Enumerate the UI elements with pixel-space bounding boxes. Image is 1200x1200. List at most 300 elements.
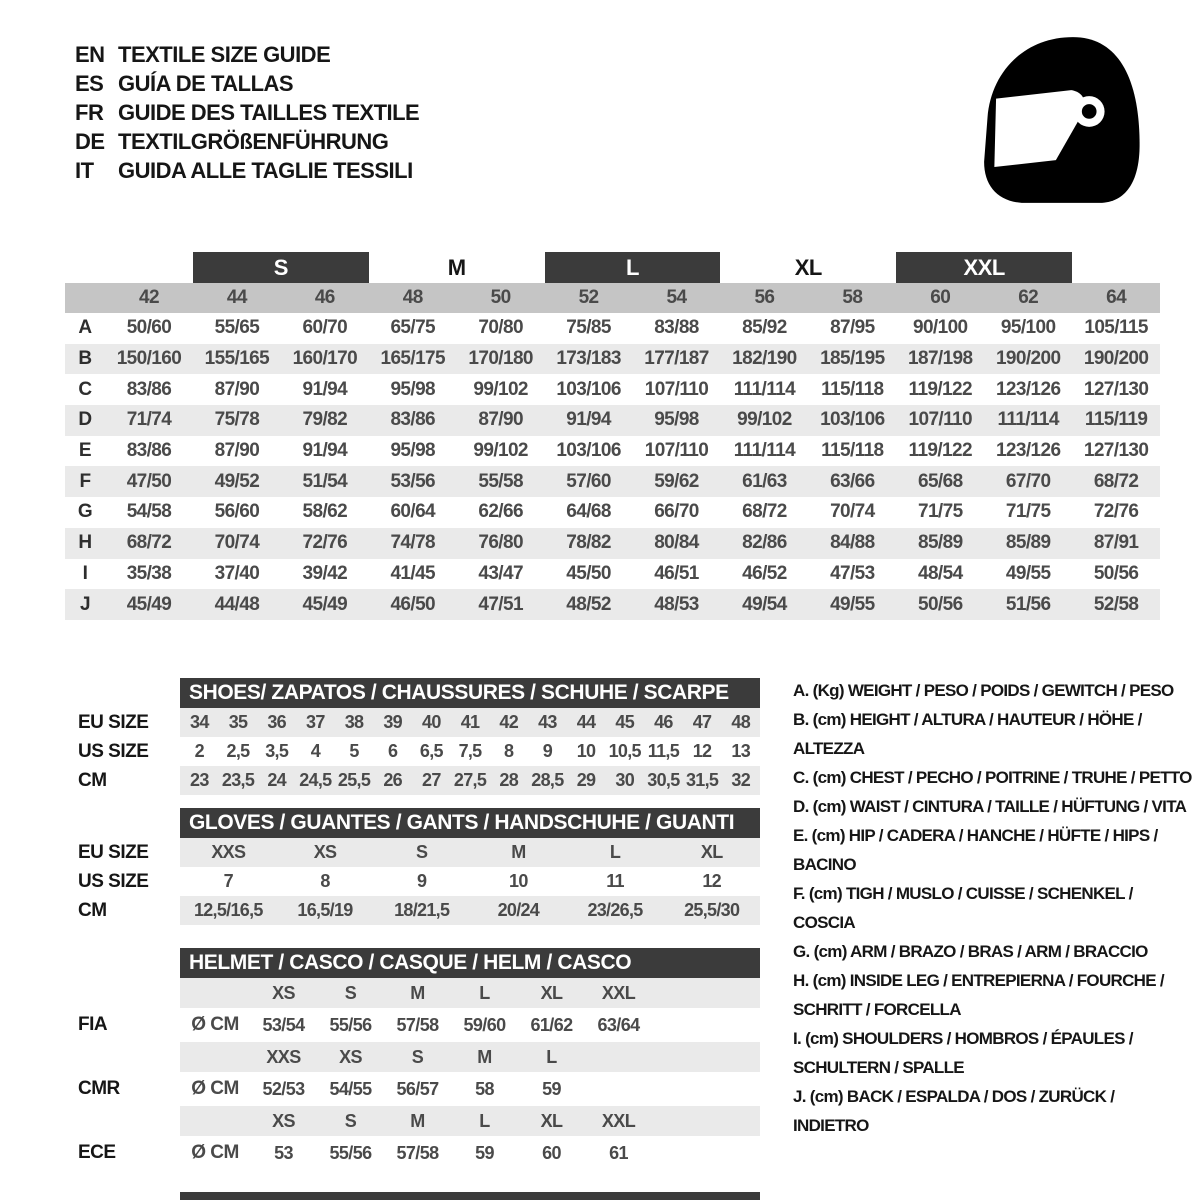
size-cell: 9	[417, 871, 427, 891]
language-title-label: GUÍA DE TALLAS	[118, 70, 294, 96]
size-cell: 7	[223, 871, 233, 891]
size-cell: 55/56	[329, 1142, 372, 1163]
language-code: IT	[75, 157, 94, 183]
size-cell: 7,5	[458, 741, 482, 761]
measure-cell: 65/68	[917, 470, 963, 492]
size-group-header-row	[65, 252, 1160, 283]
size-cell: 12	[702, 871, 721, 891]
diameter-cm-cell	[180, 1042, 250, 1072]
measure-cell: 71/74	[126, 409, 172, 431]
row-cells	[180, 1008, 760, 1042]
measure-cell: 49/55	[1005, 562, 1051, 584]
measure-cell: 54/58	[126, 501, 172, 523]
measure-cell: 72/76	[1093, 501, 1139, 523]
size-cell: S	[416, 842, 428, 862]
size-cell: 32	[731, 770, 751, 790]
measure-cell: 84/88	[830, 532, 875, 554]
measure-cell: 71/75	[917, 501, 963, 523]
measure-cell: 37/40	[214, 562, 260, 584]
size-group-s: S	[193, 252, 369, 283]
language-title-label: GUIDA ALLE TAGLIE TESSILI	[118, 157, 413, 183]
size-cell: 20/24	[497, 900, 540, 920]
size-cell: XXS	[266, 1046, 301, 1067]
row-label: FIA	[78, 1014, 108, 1035]
size-cell: 10	[576, 741, 596, 761]
measure-cell: 111/114	[997, 409, 1059, 431]
measure-cell: 95/98	[654, 409, 699, 431]
measure-cell: 160/170	[292, 348, 358, 370]
measure-cell: 61/63	[742, 470, 787, 492]
measure-cell: 155/165	[204, 348, 270, 370]
measure-cell: 83/86	[390, 409, 435, 431]
size-cell: 11,5	[647, 741, 680, 761]
measure-cell: 170/180	[468, 348, 533, 370]
measure-cell: 127/130	[1083, 378, 1149, 400]
size-number-row	[65, 283, 1160, 313]
filler	[652, 1106, 760, 1136]
measure-cell: 49/54	[742, 593, 787, 615]
legend-item: A. (Kg) WEIGHT / PESO / POIDS / GEWITCH / PESO	[793, 681, 1174, 700]
size-cell: 46	[654, 712, 673, 732]
size-cell: 42	[499, 712, 519, 732]
size-group-l: L	[545, 252, 721, 283]
size-cell: L	[546, 1046, 557, 1067]
row-label: CMR	[78, 1078, 120, 1099]
size-cell: 12	[692, 741, 712, 761]
language-code: ES	[75, 70, 104, 96]
measure-cell: 99/102	[737, 409, 792, 431]
measure-row-c	[65, 374, 1160, 405]
size-cell: 18/21,5	[394, 900, 450, 920]
language-title	[75, 127, 419, 156]
size-cell: 26	[383, 770, 402, 790]
size-cell: S	[411, 1046, 424, 1067]
measure-cell: 70/74	[830, 501, 875, 523]
measure-cell: 150/160	[116, 348, 182, 370]
size-cell: 45	[615, 712, 635, 732]
measure-cell: 39/42	[302, 562, 348, 584]
row-cells	[180, 896, 760, 925]
measure-cell: 74/78	[390, 532, 435, 554]
row-label	[60, 1106, 180, 1136]
size-cell: 59/60	[463, 1014, 506, 1035]
spacer	[60, 808, 180, 838]
size-cell: 56/57	[396, 1078, 439, 1099]
measure-cell: 48/54	[917, 562, 963, 584]
racing-helmet-icon	[975, 32, 1147, 208]
measure-letter: I	[82, 562, 88, 584]
size-cell: 36	[267, 712, 286, 732]
measure-cell: 47/51	[478, 593, 523, 615]
diameter-cm-cell	[180, 978, 250, 1008]
size-cell: 8	[320, 871, 330, 891]
size-cell: XS	[272, 1110, 295, 1131]
spacer	[60, 678, 180, 708]
measure-cell: 45/49	[302, 593, 348, 615]
row-label	[60, 978, 180, 1008]
size-cell: 39	[383, 712, 402, 732]
language-title	[75, 69, 419, 98]
helmet-row-fia	[60, 1008, 760, 1042]
size-number: 48	[402, 287, 423, 308]
row-label: CM	[78, 769, 107, 791]
gloves-section-title: GLOVES / GUANTES / GANTS / HANDSCHUHE / GUANTI	[180, 808, 760, 838]
measure-cell: 87/90	[478, 409, 523, 431]
size-cell: 23	[190, 770, 209, 790]
measure-cell: 41/45	[390, 562, 435, 584]
filler	[652, 1136, 760, 1170]
size-cell: 61/62	[530, 1014, 573, 1035]
size-number: 62	[1018, 287, 1039, 308]
measure-cell: 50/56	[917, 593, 963, 615]
size-cell: 28	[499, 770, 519, 790]
legend-item: I. (cm) SHOULDERS / HOMBROS / ÉPAULES / SCHULTERN / SPALLE	[793, 1029, 1133, 1077]
legend-item: C. (cm) CHEST / PECHO / POITRINE / TRUHE / PETTO	[793, 768, 1192, 787]
measure-cell: 85/89	[1005, 532, 1051, 554]
size-cell: L	[479, 982, 490, 1003]
measure-cell: 177/187	[644, 348, 709, 370]
measure-cell: 47/50	[126, 470, 172, 492]
size-cell: 10	[509, 871, 528, 891]
measure-cell: 63/66	[830, 470, 875, 492]
size-row	[60, 896, 760, 925]
measure-cell: 87/90	[214, 440, 260, 462]
measure-cell: 190/200	[1083, 348, 1149, 370]
size-cell: S	[344, 982, 357, 1003]
measure-cell: 95/100	[1000, 317, 1056, 339]
measure-row-j	[65, 589, 1160, 620]
size-cell: 60	[542, 1142, 561, 1163]
diameter-cm-cell	[180, 1106, 250, 1136]
row-cells	[180, 766, 760, 795]
language-title	[75, 156, 419, 185]
measure-cell: 95/98	[390, 378, 435, 400]
measure-cell: 119/122	[908, 440, 972, 462]
measure-cell: 67/70	[1005, 470, 1051, 492]
measure-cell: 83/86	[126, 378, 172, 400]
size-cell: 6	[388, 741, 398, 761]
measure-cell: 45/50	[566, 562, 611, 584]
size-cell: 54/55	[329, 1078, 372, 1099]
measure-cell: 55/58	[478, 470, 523, 492]
measure-cell: 48/53	[654, 593, 699, 615]
language-title-label: TEXTILE SIZE GUIDE	[118, 41, 331, 67]
measure-cell: 68/72	[126, 532, 172, 554]
size-cell: M	[511, 842, 526, 862]
helmet-size-section	[60, 948, 760, 1170]
helmet-section-title: HELMET / CASCO / CASQUE / HELM / CASCO	[180, 948, 760, 978]
measure-cell: 182/190	[732, 348, 797, 370]
size-cell: 57/58	[396, 1014, 439, 1035]
measure-cell: 65/75	[390, 317, 435, 339]
size-number: 56	[754, 287, 775, 308]
size-cell: 28,5	[531, 770, 564, 790]
language-code: EN	[75, 41, 105, 67]
size-group-xxl: XXL	[896, 252, 1072, 283]
measure-cell: 50/60	[126, 317, 172, 339]
measure-cell: 111/114	[733, 378, 796, 400]
size-number: 44	[226, 287, 247, 308]
size-cell: 27	[422, 770, 441, 790]
size-row	[60, 838, 760, 867]
row-label: EU SIZE	[78, 711, 149, 733]
legend-item: F. (cm) TIGH / MUSLO / CUISSE / SCHENKEL / COSCIA	[793, 884, 1133, 932]
filler	[652, 1008, 760, 1042]
gloves-size-section	[60, 808, 760, 925]
size-cell: XL	[540, 1110, 563, 1131]
measure-cell: 95/98	[390, 440, 435, 462]
size-cell: XXL	[601, 1110, 636, 1131]
measure-cell: 115/119	[1084, 409, 1148, 431]
measure-cell: 91/94	[302, 440, 348, 462]
measure-cell: 70/74	[214, 532, 260, 554]
measure-cell: 55/65	[214, 317, 260, 339]
row-label: US SIZE	[78, 870, 149, 892]
shoes-header-row	[60, 678, 760, 708]
measure-cell: 99/102	[473, 440, 528, 462]
size-cell: 38	[344, 712, 364, 732]
size-cell: 35	[228, 712, 248, 732]
language-title-list	[75, 40, 419, 185]
measure-cell: 85/89	[917, 532, 963, 554]
measure-letter: E	[78, 440, 92, 462]
measure-cell: 52/58	[1093, 593, 1139, 615]
measure-cell: 173/183	[556, 348, 621, 370]
language-title-label: TEXTILGRÖßENFÜHRUNG	[118, 128, 389, 154]
helmet-size-row	[60, 978, 760, 1008]
size-cell: 6,5	[419, 741, 443, 761]
size-cell: S	[344, 1110, 357, 1131]
language-title	[75, 98, 419, 127]
measure-letter: H	[78, 532, 92, 554]
row-cells	[180, 1136, 760, 1170]
size-number: 50	[490, 287, 511, 308]
measure-cell: 68/72	[1093, 470, 1139, 492]
measure-row-b	[65, 344, 1160, 375]
measure-cell: 48/52	[566, 593, 611, 615]
size-cell: XXS	[211, 842, 246, 862]
size-number: 54	[666, 287, 687, 308]
size-cell: 34	[190, 712, 209, 732]
size-row	[60, 766, 760, 795]
measure-cell: 57/60	[566, 470, 611, 492]
size-cell: 40	[422, 712, 441, 732]
measure-cell: 83/86	[126, 440, 172, 462]
measure-cell: 62/66	[478, 501, 523, 523]
measure-cell: 49/52	[214, 470, 260, 492]
size-group-m: M	[447, 254, 466, 280]
size-cell: 3,5	[265, 741, 289, 761]
measure-cell: 90/100	[913, 317, 968, 339]
size-group-empty	[1072, 252, 1160, 283]
measure-cell: 85/92	[742, 317, 787, 339]
measure-cell: 107/110	[644, 440, 709, 462]
language-title	[75, 40, 419, 69]
size-cell: 2	[194, 741, 204, 761]
row-cells	[180, 737, 760, 766]
size-cell: 59	[542, 1078, 561, 1099]
size-cell: 59	[475, 1142, 494, 1163]
diameter-cm-cell: Ø CM	[191, 1014, 239, 1035]
measure-row-g	[65, 497, 1160, 528]
size-number: 42	[138, 287, 159, 308]
measure-cell: 56/60	[214, 501, 260, 523]
measure-cell: 76/80	[478, 532, 523, 554]
size-cell: M	[410, 1110, 425, 1131]
size-cell: 37	[306, 712, 325, 732]
size-cell: XS	[313, 842, 337, 862]
measure-cell: 103/106	[556, 440, 621, 462]
filler	[652, 1072, 760, 1106]
helmet-size-row	[60, 1106, 760, 1136]
size-cell: 11	[606, 871, 624, 891]
row-cells	[180, 708, 760, 737]
row-label: ECE	[78, 1142, 116, 1163]
size-cell: 47	[692, 712, 712, 732]
size-cell: 58	[475, 1078, 494, 1099]
size-cell: XL	[700, 842, 723, 862]
measure-cell: 83/88	[654, 317, 699, 339]
size-cell: 25,5/30	[684, 900, 740, 920]
measure-letter: B	[78, 348, 92, 370]
apparel-size-table	[65, 252, 1160, 620]
size-cell: L	[479, 1110, 490, 1131]
size-cell: 30,5	[647, 770, 680, 790]
measure-cell: 123/126	[995, 378, 1061, 400]
legend-item: D. (cm) WAIST / CINTURA / TAILLE / HÜFTUNG / VITA	[793, 797, 1187, 816]
measure-cell: 46/51	[654, 562, 699, 584]
measure-cell: 87/91	[1093, 532, 1139, 554]
spacer	[60, 948, 180, 978]
size-cell: 24,5	[299, 770, 332, 790]
size-cell: 27,5	[453, 770, 487, 790]
size-row	[60, 708, 760, 737]
measure-cell: 103/106	[820, 409, 885, 431]
legend-item: B. (cm) HEIGHT / ALTURA / HAUTEUR / HÖHE / ALTEZZA	[793, 710, 1142, 758]
size-cell	[585, 1042, 652, 1072]
size-cell: L	[609, 842, 621, 862]
measure-cell: 115/118	[821, 378, 884, 400]
measure-cell: 45/49	[126, 593, 172, 615]
measure-cell: 47/53	[830, 562, 875, 584]
legend-item: H. (cm) INSIDE LEG / ENTREPIERNA / FOURCHE / SCHRITT / FORCELLA	[793, 971, 1164, 1019]
measure-letter: D	[78, 409, 92, 431]
size-number: 60	[930, 287, 951, 308]
measure-letter: J	[79, 593, 91, 615]
measure-cell: 72/76	[302, 532, 348, 554]
measure-letter: G	[77, 501, 93, 523]
row-label: EU SIZE	[78, 841, 149, 863]
measurement-legend	[793, 676, 1193, 1140]
measure-cell: 107/110	[644, 378, 709, 400]
row-cells	[180, 1072, 760, 1106]
measure-cell: 64/68	[566, 501, 611, 523]
size-cell: 63/64	[597, 1014, 640, 1035]
bottom-partial-bar	[180, 1192, 760, 1200]
measure-cell: 111/114	[733, 440, 796, 462]
size-group-empty	[105, 252, 193, 283]
size-cell: 5	[349, 741, 359, 761]
size-cell: 55/56	[329, 1014, 372, 1035]
size-cell: XS	[272, 982, 295, 1003]
size-cell: 48	[731, 712, 751, 732]
measure-cell: 91/94	[302, 378, 348, 400]
measure-cell: 51/56	[1005, 593, 1051, 615]
row-label	[60, 1042, 180, 1072]
size-cell: M	[410, 982, 425, 1003]
measure-cell: 46/52	[742, 562, 787, 584]
measure-cell: 165/175	[380, 348, 445, 370]
measure-cell: 44/48	[214, 593, 260, 615]
filler	[652, 1042, 760, 1072]
measure-cell: 35/38	[126, 562, 172, 584]
measure-cell: 66/70	[654, 501, 699, 523]
size-cell: XS	[339, 1046, 362, 1067]
measure-cell: 58/62	[302, 501, 348, 523]
size-cell: 53/54	[262, 1014, 305, 1035]
measure-cell: 60/70	[302, 317, 348, 339]
measure-row-a	[65, 313, 1160, 344]
size-cell: 29	[576, 770, 596, 790]
measure-row-f	[65, 466, 1160, 497]
language-code: FR	[75, 99, 104, 125]
measure-cell: 75/78	[214, 409, 260, 431]
size-number: 64	[1106, 287, 1127, 308]
measure-cell: 123/126	[995, 440, 1061, 462]
measure-cell: 75/85	[566, 317, 611, 339]
measure-cell: 53/56	[390, 470, 435, 492]
diameter-cm-cell: Ø CM	[191, 1142, 239, 1163]
row-cells	[180, 1042, 760, 1072]
size-group-xl: XL	[794, 254, 822, 280]
measure-cell: 78/82	[566, 532, 611, 554]
size-cell: 2,5	[226, 741, 250, 761]
size-row	[60, 737, 760, 766]
measure-cell: 127/130	[1083, 440, 1149, 462]
measure-cell: 103/106	[556, 378, 621, 400]
measure-cell: 50/56	[1093, 562, 1139, 584]
measure-cell: 190/200	[995, 348, 1061, 370]
size-cell: XL	[540, 982, 563, 1003]
measure-cell: 99/102	[473, 378, 528, 400]
measure-cell: 185/195	[820, 348, 885, 370]
size-cell: 23/26,5	[587, 900, 643, 920]
language-code: DE	[75, 128, 105, 154]
legend-item: J. (cm) BACK / ESPALDA / DOS / ZURÜCK / INDIETRO	[793, 1087, 1115, 1135]
size-cell: XXL	[601, 982, 636, 1003]
shoes-section-title: SHOES/ ZAPATOS / CHAUSSURES / SCHUHE / SCARPE	[180, 678, 760, 708]
size-cell: 57/58	[396, 1142, 439, 1163]
measure-cell: 49/55	[830, 593, 875, 615]
size-cell: 25,5	[337, 770, 371, 790]
size-cell: 9	[542, 741, 553, 761]
measure-row-i	[65, 559, 1160, 590]
size-cell: 24	[267, 770, 286, 790]
size-cell: 61	[609, 1142, 628, 1163]
measure-row-h	[65, 528, 1160, 559]
size-cell: 12,5/16,5	[193, 900, 263, 920]
size-number: 58	[842, 287, 863, 308]
helmet-header-row	[60, 948, 760, 978]
diameter-cm-cell: Ø CM	[191, 1078, 239, 1099]
measure-cell: 59/62	[654, 470, 699, 492]
spacer	[65, 252, 105, 283]
size-cell: 13	[731, 741, 751, 761]
measure-letter: F	[79, 470, 91, 492]
measure-cell: 70/80	[478, 317, 523, 339]
size-cell: 41	[460, 712, 480, 732]
measure-cell: 87/90	[214, 378, 260, 400]
